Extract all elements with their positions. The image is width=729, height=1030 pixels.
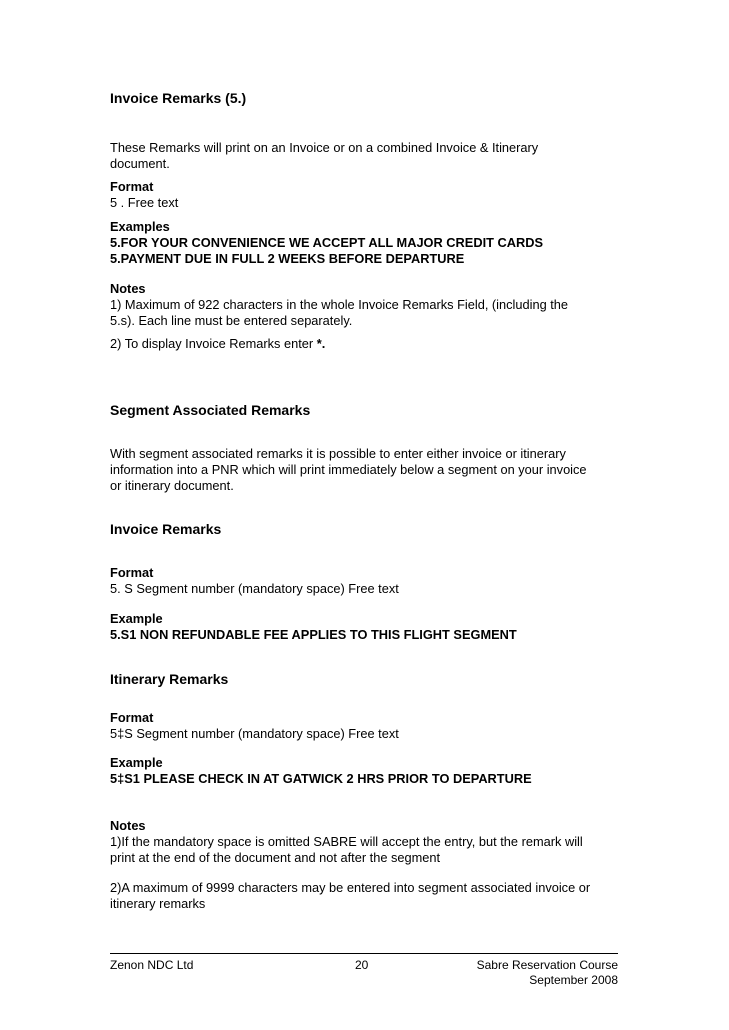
format-label: Format bbox=[110, 565, 154, 580]
format-text: 5 . Free text bbox=[110, 195, 179, 210]
paragraph-line: document. bbox=[110, 156, 170, 171]
example-line: 5‡S1 PLEASE CHECK IN AT GATWICK 2 HRS PRIOR TO DEPARTURE bbox=[110, 771, 532, 786]
paragraph-line: With segment associated remarks it is possible to enter either invoice or itinerary bbox=[110, 446, 566, 461]
format-label: Format bbox=[110, 710, 154, 725]
note-line: 1) Maximum of 922 characters in the whole Invoice Remarks Field, (including the bbox=[110, 297, 569, 312]
paragraph-line: information into a PNR which will print immediately below a segment on your invoice bbox=[110, 462, 587, 477]
format-text: 5. S Segment number (mandatory space) Free text bbox=[110, 581, 399, 596]
footer-course: Sabre Reservation Course bbox=[476, 958, 618, 972]
format-text: 5‡S Segment number (mandatory space) Free text bbox=[110, 726, 399, 741]
example-label: Example bbox=[110, 755, 163, 770]
example-line: 5.S1 NON REFUNDABLE FEE APPLIES TO THIS FLIGHT SEGMENT bbox=[110, 627, 517, 642]
example-line: 5.PAYMENT DUE IN FULL 2 WEEKS BEFORE DEPARTURE bbox=[110, 251, 465, 266]
footer-divider bbox=[110, 953, 618, 954]
note-line: print at the end of the document and not after the segment bbox=[110, 850, 441, 865]
footer-date: September 2008 bbox=[529, 973, 618, 987]
footer-company: Zenon NDC Ltd bbox=[110, 958, 194, 972]
example-line: 5.FOR YOUR CONVENIENCE WE ACCEPT ALL MAJOR CREDIT CARDS bbox=[110, 235, 543, 250]
note-line: itinerary remarks bbox=[110, 896, 206, 911]
note-text: 2) To display Invoice Remarks enter bbox=[110, 336, 317, 351]
footer-page-number: 20 bbox=[355, 958, 369, 972]
command-text: *. bbox=[316, 336, 326, 351]
section-heading-invoice-remarks-5: Invoice Remarks (5.) bbox=[110, 90, 247, 106]
paragraph-line: These Remarks will print on an Invoice or on a combined Invoice & Itinerary bbox=[110, 140, 539, 155]
note-line bbox=[110, 336, 325, 352]
format-label: Format bbox=[110, 179, 154, 194]
section-heading-itinerary-remarks: Itinerary Remarks bbox=[110, 671, 229, 687]
section-heading-invoice-remarks: Invoice Remarks bbox=[110, 521, 222, 537]
notes-label: Notes bbox=[110, 818, 146, 833]
examples-label: Examples bbox=[110, 219, 170, 234]
paragraph-line: or itinerary document. bbox=[110, 478, 234, 493]
note-line: 5.s). Each line must be entered separately. bbox=[110, 313, 353, 328]
note-line: 2)A maximum of 9999 characters may be entered into segment associated invoice or bbox=[110, 880, 591, 895]
note-line: 1)If the mandatory space is omitted SABRE will accept the entry, but the remark will bbox=[110, 834, 583, 849]
notes-label: Notes bbox=[110, 281, 146, 296]
example-label: Example bbox=[110, 611, 163, 626]
section-heading-segment-associated-remarks: Segment Associated Remarks bbox=[110, 402, 311, 418]
